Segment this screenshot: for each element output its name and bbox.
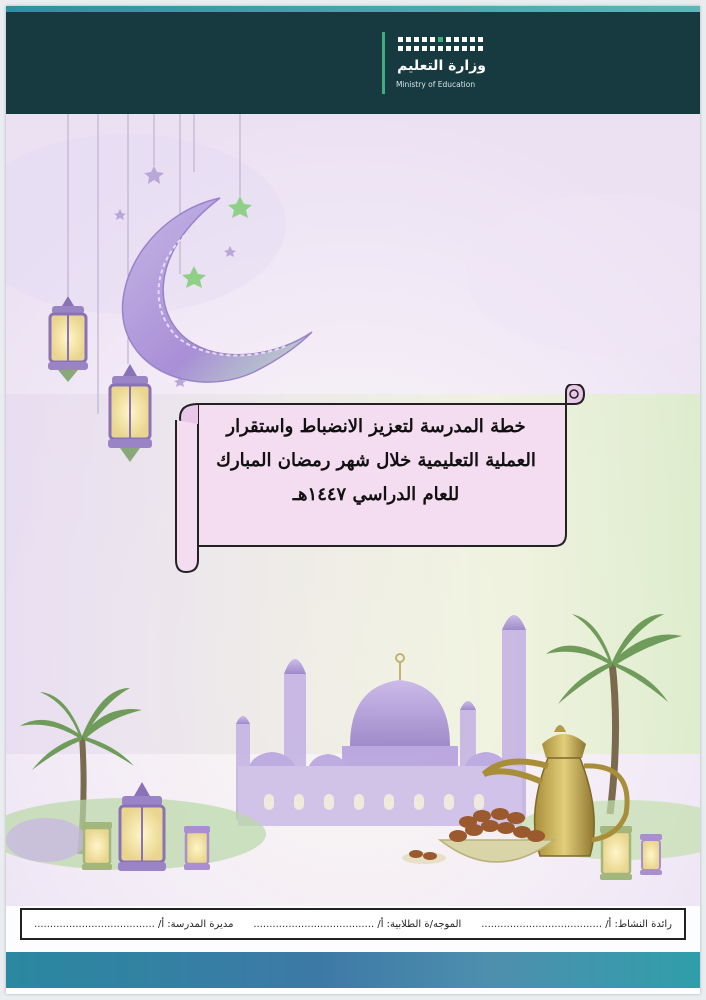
- signatures-box: [20, 908, 686, 940]
- logo-arabic-name: وزارة التعليم: [397, 58, 486, 74]
- logo-dots-icon: [396, 34, 486, 56]
- lantern-icon: [640, 834, 662, 875]
- plan-title-line-2: العملية التعليمية خلال شهر رمضان المبارك: [216, 450, 536, 471]
- student-counselor-signature: الموجه/ة الطلابية: أ/ ......................................: [253, 918, 462, 930]
- logo-english-name: Ministry of Education: [396, 80, 476, 89]
- plan-title-line-3: للعام الدراسي ١٤٤٧هـ: [292, 484, 460, 505]
- lantern-icon: [82, 822, 112, 870]
- plan-title: [198, 410, 554, 512]
- logo-divider: [382, 32, 385, 94]
- plan-title-line-1: خطة المدرسة لتعزيز الانضباط واستقرار: [226, 416, 526, 437]
- header-banner: [6, 12, 700, 114]
- lantern-icon: [48, 296, 88, 382]
- footer-band: [6, 952, 700, 988]
- ministry-logo-icon: [382, 28, 502, 98]
- principal-signature: مديرة المدرسة: أ/ ......................................: [34, 918, 234, 930]
- document-page: [6, 6, 700, 994]
- lantern-icon: [184, 826, 210, 870]
- activity-leader-signature: رائدة النشاط: أ/ ......................................: [481, 918, 672, 930]
- lantern-icon: [108, 364, 152, 462]
